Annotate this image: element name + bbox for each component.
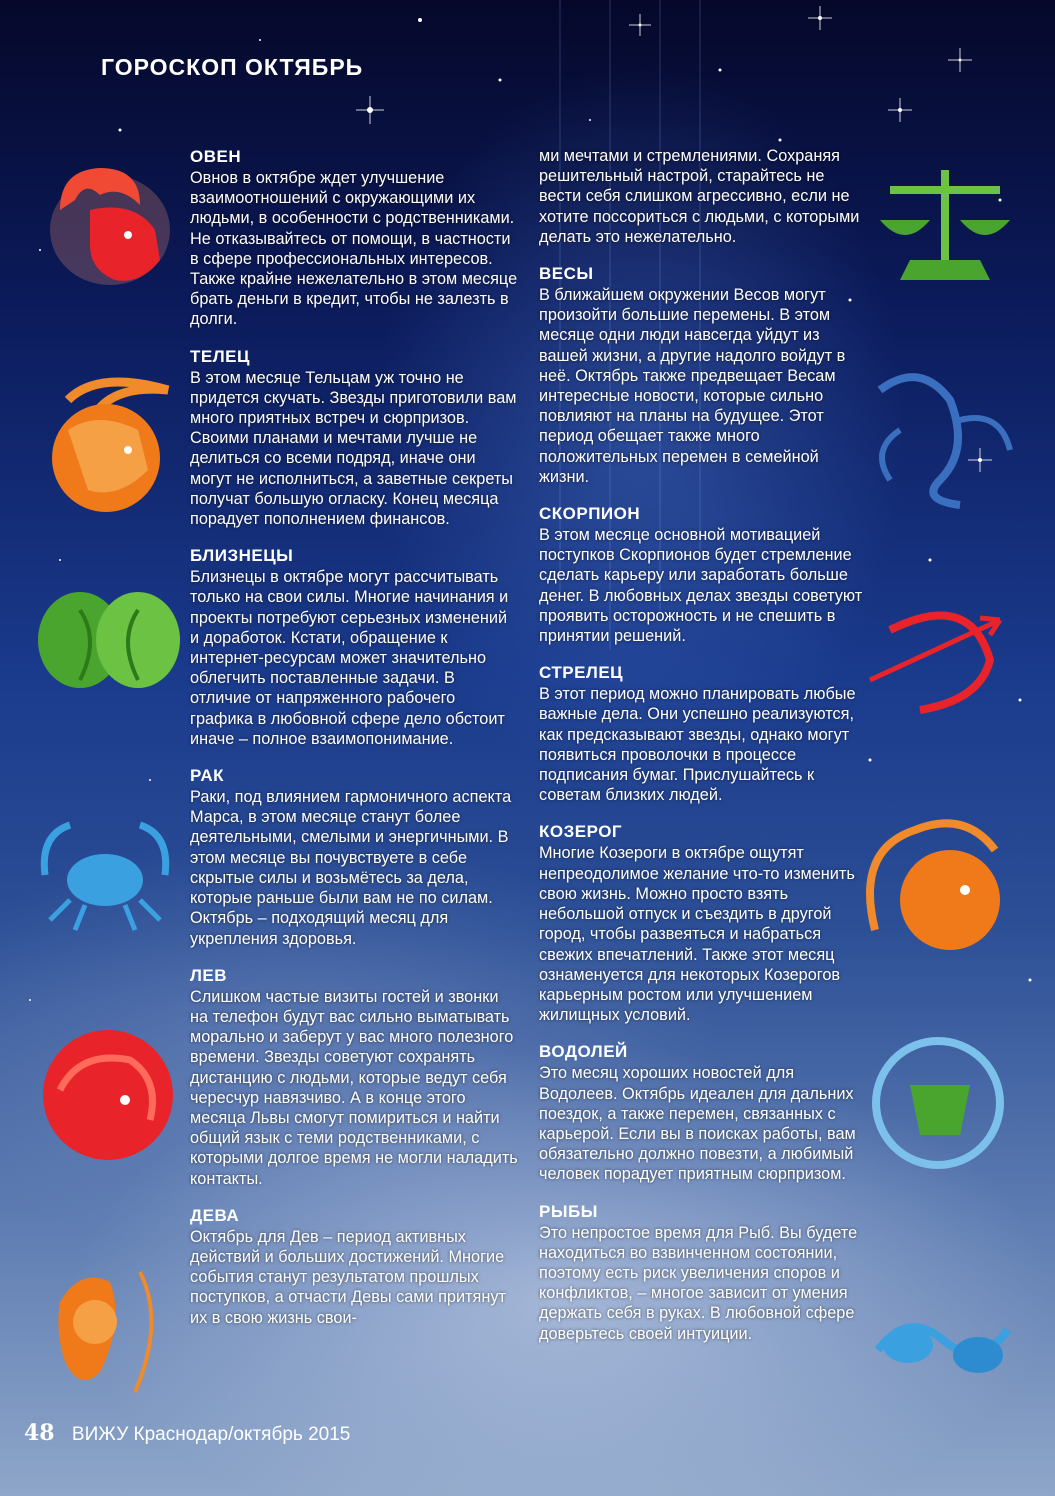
aquarius-icon [860,1025,1015,1175]
sign-text: В этом месяце основной мотивацией поступков Скорпионов будет стремление сделать карьеру или заработать больше денег. В любовных делах звезды советуют проявить осторожность и не спешить в принятии решений. [539,526,863,646]
sign-title: ОВЕН [190,147,242,166]
sign-text: Это месяц хороших новостей для Водолеев. Октябрь идеален для дальних поездок, а также перемен, связанных с карьерой. Если вы в поисках работы, вам обязательно должно повезти, а любимый человек порадует приятным сюрпризом. [539,1064,856,1184]
sagittarius-icon [860,600,1010,720]
sign-text: Многие Козероги в октябре ощутят непреодолимое желание что-то изменить свою жизнь. Можно просто взять небольшой отпуск и съездить в другой город, чтобы развеяться и набраться свежих впечатлений. Также этот месяц ознаменуется для некоторых Козерогов карьерным ростом или улучшением жилищных условий. [539,844,855,1025]
sign-text: ми мечтами и стремлениями. Сохраняя решительный настрой, старайтесь не вести себя слишком агрессивно, если не хотите поссориться с людьми, с которыми делать это нежелательно. [539,147,860,246]
sign-title: СТРЕЛЕЦ [539,663,624,683]
sign-gemini [190,545,520,749]
page-title: ГОРОСКОП ОКТЯБРЬ [101,54,364,80]
sign-text: Раки, под влиянием гармоничного аспекта Марса, в этом месяце станут более деятельными, смелыми и энергичными. В этом месяце вы почувствуете в себе скрытые силы и возьмётесь за дела, которые раньше были вам не по силам. Октябрь – подходящий месяц для укрепления здоровья. [190,788,512,948]
sign-text: Близнецы в октябре могут рассчитывать только на свои силы. Многие начинания и проекты потребуют серьезных изменений и доработок. Кстати, обращение к интернет-ресурсам может значительно облегчить поставленные задачи. В отличие от напряженного рабочего графика в любовной сфере дело обстоит иначе – полное взаимопонимание. [190,568,509,748]
sign-title: РАК [190,766,224,786]
sign-title: ВОДОЛЕЙ [539,1042,628,1062]
sign-aries [190,146,520,330]
sign-text: Слишком частые визиты гостей и звонки на телефон будут вас сильно выматывать морально и заберут у вас много полезного времени. Звезды советуют сохранять дистанцию с людьми, которые ведут себя чересчур навязчиво. А в конце этого месяца Львы смогут помириться и найти общий язык с теми родственниками, с которыми долгое время не могли наладить контакты. [190,987,518,1188]
sign-pisces [539,1201,869,1344]
sign-text: В ближайшем окружении Весов могут произойти большие перемены. В этом месяце одни люди навсегда уйдут из вашей жизни, а другие надолго войдут в неё. Октябрь также предвещает Весам интересные новости, которые сильно повлияют на планы на будущее. Этот период обещает также много положительных перемен в семейной жизни. [539,286,846,486]
gemini-icon [30,590,180,700]
page-footer [24,1420,350,1446]
taurus-icon [28,370,173,520]
sign-scorpio [539,503,869,646]
sign-title: ТЕЛЕЦ [190,346,250,366]
sign-title: ВЕСЫ [539,264,594,284]
cancer-icon [30,805,180,935]
sign-aquarius [539,1041,869,1184]
right-column [539,146,869,1360]
sign-title: ДЕВА [190,1205,240,1225]
leo-icon [30,1020,185,1170]
pisces-icon [868,1300,1018,1400]
sign-text: Овнов в октябре ждет улучшение взаимоотношений с окружающими их людьми, в особенности с родственниками. Не отказывайтесь от помощи, в частности в сфере профессиональных интересов. Также крайне нежелательно в этом месяце брать деньги в кредит, чтобы не залезть в долги. [190,169,518,329]
sign-title: СКОРПИОН [539,504,641,524]
sign-text: Октябрь для Дев – период активных действий и больших достижений. Многие события станут результатом прошлых поступков, а отчасти Девы сами притянут их в свою жизнь свои- [190,1227,506,1327]
virgo-continuation [539,146,869,247]
capricorn-icon [855,810,1015,960]
left-column [190,146,520,1344]
sign-leo [190,965,520,1189]
sign-libra [539,263,869,487]
scorpio-icon [860,360,1020,510]
sign-title: БЛИЗНЕЦЫ [190,546,294,566]
sign-title: КОЗЕРОГ [539,822,623,842]
libra-icon [870,150,1020,290]
page-number: 48 [24,1420,55,1446]
sign-virgo [190,1205,520,1328]
sign-capricorn [539,821,869,1025]
sign-text: В этот период можно планировать любые важные дела. Они успешно реализуются, как предсказывают звезды, однако могут появиться проволочки в процессе подписания бумаг. Прислушайтесь к советам близких людей. [539,685,856,805]
sign-text: В этом месяце Тельцам уж точно не придется скучать. Звезды приготовили вам много приятных встреч и сюрпризов. Своими планами и мечтами лучше не делиться со всеми подряд, иначе они могут не исполниться, а заветные секреты получат большую огласку. Конец месяца порадует пополнением финансов. [190,368,517,529]
virgo-icon [40,1262,170,1407]
sign-title: РЫБЫ [539,1201,598,1221]
sign-sagittarius [539,662,869,805]
aries-icon [30,150,175,295]
magazine-name: ВИЖУ Краснодар/октябрь 2015 [71,1424,351,1445]
sign-cancer [190,765,520,949]
sign-taurus [190,346,520,530]
sign-title: ЛЕВ [190,965,228,985]
sign-text: Это непростое время для Рыб. Вы будете находиться во взвинченном состоянии, поэтому есть риск увеличения споров и конфликтов, – многое зависит от умения держать себя в руках. В любовной сфере доверьтесь своей интуиции. [539,1223,858,1343]
